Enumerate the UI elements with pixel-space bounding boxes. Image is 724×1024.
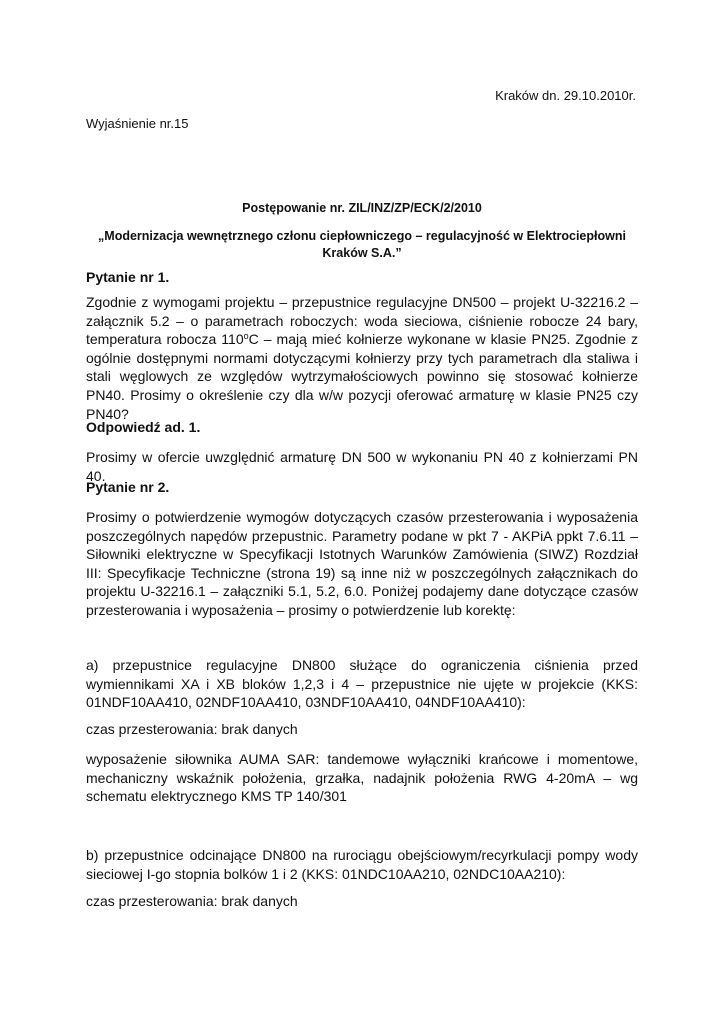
degree-superscript: o xyxy=(243,331,249,342)
procedure-number: Postępowanie nr. ZIL/INZ/ZP/ECK/2/2010 xyxy=(242,201,482,215)
document-title xyxy=(86,228,638,262)
title-line-1: „Modernizacja wewnętrznego członu ciepłowniczego – regulacyjność w Elektrociepłowni xyxy=(98,229,626,243)
question-1-heading: Pytanie nr 1. xyxy=(86,269,170,285)
answer-1-text: Prosimy w ofercie uwzględnić armaturę DN 500 w wykonaniu PN 40 z kołnierzami PN 40. xyxy=(86,449,638,484)
question-1-text-part-1: Zgodnie z wymogami projektu – przepustnice regulacyjne DN500 – projekt U-32216.2 – załącznik 5.2 – o parametrach roboczych: woda sieciowa, ciśnienie robocze 24 bary, temperatura robocza 110 xyxy=(86,294,638,348)
item-a-text: a) przepustnice regulacyjne DN800 służące do ograniczenia ciśnienia przed wymiennikami XA i XB bloków 1,2,3 i 4 – przepustnice nie ujęte w projekcie (KKS: 01NDF10AA410, 02NDF10AA410, 03NDF10AA410, 04NDF10AA410): xyxy=(86,657,638,711)
question-1-text xyxy=(86,293,638,423)
item-a-time: czas przesterowania: brak danych xyxy=(86,721,298,737)
item-b-text: b) przepustnice odcinające DN800 na rurociągu obejściowym/recyrkulacji pompy wody sieciowej I-go stopnia bolków 1 i 2 (KKS: 01NDC10AA210, 02NDC10AA210): xyxy=(86,847,638,882)
item-b-time: czas przesterowania: brak danych xyxy=(86,893,298,909)
question-2-heading: Pytanie nr 2. xyxy=(86,479,170,495)
title-line-2: Kraków S.A.” xyxy=(322,246,402,260)
question-1-text-part-2: C – mają mieć kołnierze wykonane w klasie PN25. Zgodnie z ogólnie dostępnymi normami dotyczącymi kołnierzy przy tych parametrach dla staliwa i stali węglowych ze względów wytrzymałościowych powinno się stosować kołnierze PN40. Prosimy o określenie czy dla w/w pozycji oferować armaturę w klasie PN25 czy PN40? xyxy=(86,331,638,422)
item-a-equipment: wyposażenie siłownika AUMA SAR: tandemowe wyłączniki krańcowe i momentowe, mechaniczny wskaźnik położenia, grzałka, nadajnik położenia RWG 4-20mA – wg schematu elektrycznego KMS TP 140/301 xyxy=(86,751,638,805)
date-line: Kraków dn. 29.10.2010r. xyxy=(495,88,636,103)
question-2-text: Prosimy o potwierdzenie wymogów dotyczących czasów przesterowania i wyposażenia poszczególnych napędów przepustnic. Parametry podane w pkt 7 - AKPiA ppkt 7.6.11 – Siłowniki elektryczne w Specyfikacji Istotnych Warunków Zamówienia (SIWZ) Rozdział III: Specyfikacje Techniczne (strona 19) są inne niż w poszczególnych załącznikach do projektu U-32216.1 – załączniki 5.1, 5.2, 6.0. Poniżej podajemy dane dotyczące czasów przesterowania i wyposażenia – prosimy o potwierdzenie lub korektę: xyxy=(86,509,638,618)
answer-1-heading: Odpowiedź ad. 1. xyxy=(86,419,201,435)
reference-number: Wyjaśnienie nr.15 xyxy=(86,116,189,131)
